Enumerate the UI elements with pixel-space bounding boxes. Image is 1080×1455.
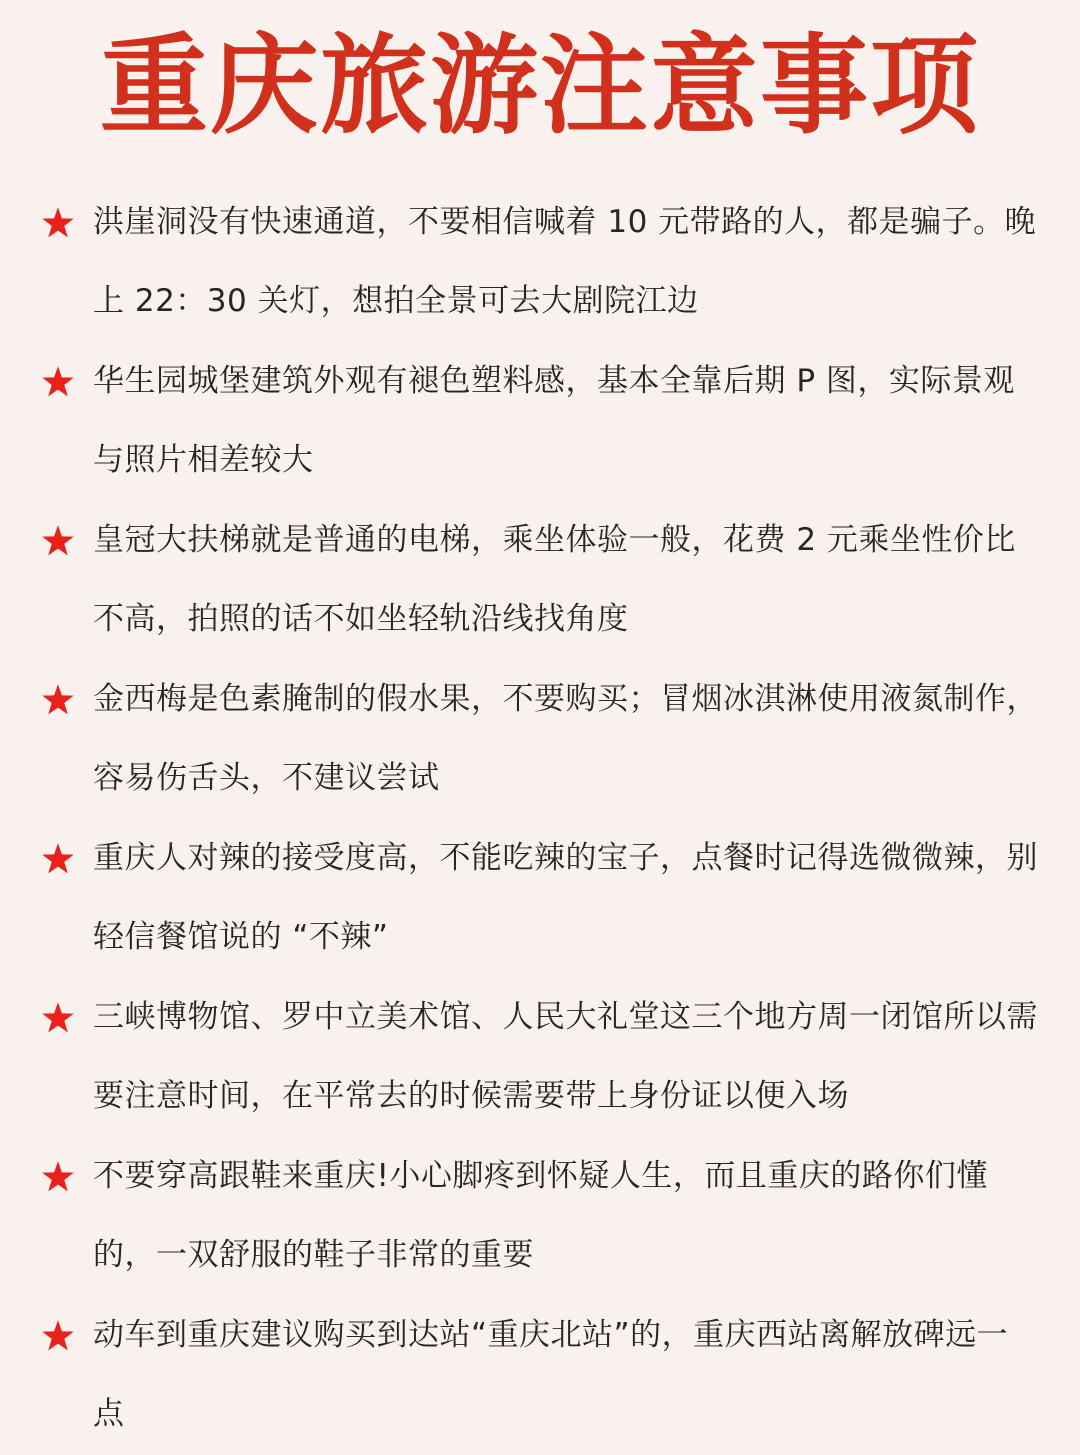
red-star-icon xyxy=(40,523,76,559)
page-title: 重庆旅游注意事项 xyxy=(99,24,980,149)
tip-text: 金西梅是色素腌制的假水果，不要购买；冒烟冰淇淋使用液氮制作，容易伤舌头，不建议尝试 xyxy=(93,681,1038,796)
tip-text: 三峡博物馆、罗中立美术馆、人民大礼堂这三个地方周一闭馆所以需要注意时间，在平常去的时候需要带上身份证以便入场 xyxy=(93,999,1038,1114)
tip-text: 不要穿高跟鞋来重庆!小心脚疼到怀疑人生，而且重庆的路你们懂的，一双舒服的鞋子非常的重要 xyxy=(93,1158,988,1273)
list-item xyxy=(0,819,1080,978)
tip-text: 皇冠大扶梯就是普通的电梯，乘坐体验一般，花费 2 元乘坐性价比不高，拍照的话不如坐轻轨沿线找角度 xyxy=(93,522,1016,637)
red-star-icon xyxy=(40,1000,76,1036)
tip-text: 华生园城堡建筑外观有褪色塑料感，基本全靠后期 P 图，实际景观与照片相差较大 xyxy=(93,363,1015,478)
red-star-icon xyxy=(40,364,76,400)
red-star-icon xyxy=(40,841,76,877)
tips-list xyxy=(0,183,1080,1455)
list-item xyxy=(0,183,1080,342)
list-item xyxy=(0,1296,1080,1455)
red-star-icon xyxy=(40,205,76,241)
red-star-icon xyxy=(40,1159,76,1195)
red-star-icon xyxy=(40,682,76,718)
list-item xyxy=(0,978,1080,1137)
list-item xyxy=(0,342,1080,501)
tip-text: 重庆人对辣的接受度高，不能吃辣的宝子，点餐时记得选微微辣，别轻信餐馆说的 “不辣” xyxy=(93,840,1038,955)
tip-text: 洪崖洞没有快速通道，不要相信喊着 10 元带路的人，都是骗子。晚上 22：30 关灯，想拍全景可去大剧院江边 xyxy=(93,204,1037,319)
tip-text: 动车到重庆建议购买到达站“重庆北站”的，重庆西站离解放碑远一点 xyxy=(93,1317,1009,1432)
list-item xyxy=(0,1137,1080,1296)
list-item xyxy=(0,660,1080,819)
list-item xyxy=(0,501,1080,660)
red-star-icon xyxy=(40,1318,76,1354)
